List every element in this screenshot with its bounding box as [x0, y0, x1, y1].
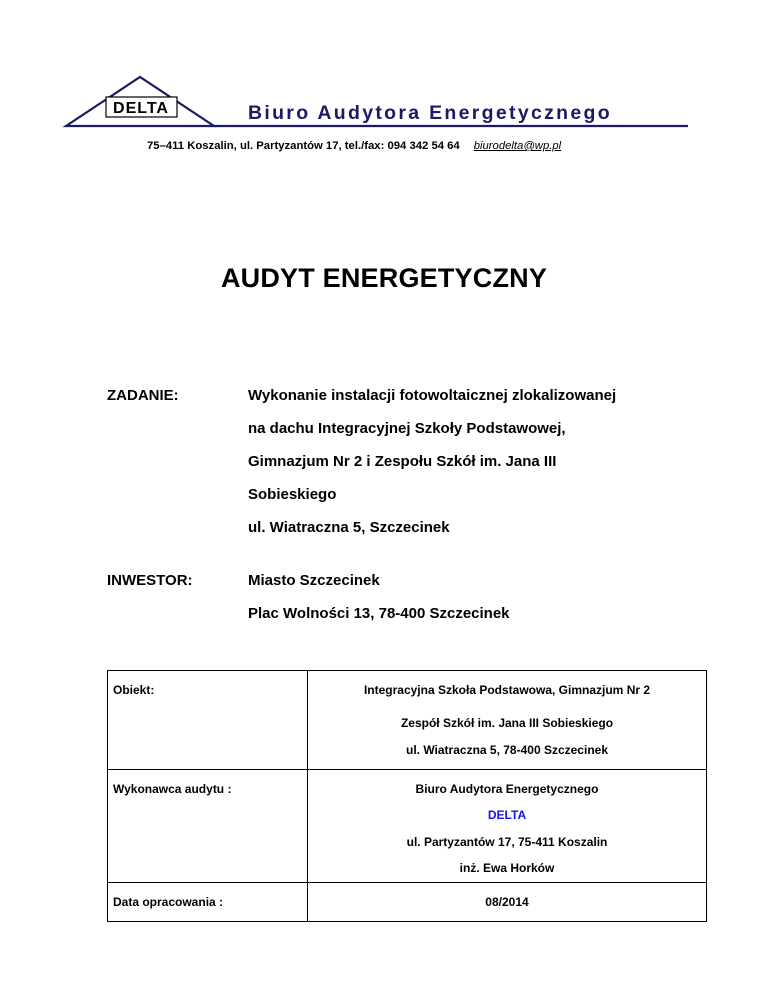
company-address: [147, 140, 561, 152]
zadanie-line: Sobieskiego: [248, 486, 337, 503]
logo-text: DELTA: [113, 100, 169, 117]
data-value: 08/2014: [308, 882, 707, 921]
inwestor-line: Miasto Szczecinek: [248, 572, 380, 589]
page-title: AUDYT ENERGETYCZNY: [220, 263, 548, 293]
wykonawca-company: Biuro Audytora Energetycznego: [415, 782, 599, 796]
zadanie-label: ZADANIE:: [107, 387, 179, 404]
company-name: Biuro Audytora Energetycznego: [248, 102, 612, 124]
obiekt-value: [308, 671, 707, 770]
email-link[interactable]: biurodelta@wp.pl: [473, 140, 562, 152]
zadanie-line: ul. Wiatraczna 5, Szczecinek: [248, 519, 450, 536]
wykonawca-brand: DELTA: [487, 808, 527, 822]
wykonawca-person: inż. Ewa Horków: [459, 861, 555, 875]
obiekt-label: Obiekt:: [108, 671, 308, 770]
obiekt-line: Integracyjna Szkoła Podstawowa, Gimnazjum Nr 2: [363, 683, 651, 697]
info-table: [107, 670, 707, 922]
table-row: [108, 882, 707, 921]
wykonawca-value: [308, 770, 707, 883]
data-label: Data opracowania :: [108, 882, 308, 921]
zadanie-line: Wykonanie instalacji fotowoltaicznej zlokalizowanej: [248, 387, 617, 404]
inwestor-line: Plac Wolności 13, 78-400 Szczecinek: [248, 605, 510, 622]
zadanie-line: Gimnazjum Nr 2 i Zespołu Szkół im. Jana III: [248, 453, 557, 470]
table-row: [108, 671, 707, 770]
wykonawca-label: Wykonawca audytu :: [108, 770, 308, 883]
table-row: [108, 770, 707, 883]
address-text: 75–411 Koszalin, ul. Partyzantów 17, tel./fax: 094 342 54 64: [147, 140, 460, 152]
wykonawca-address: ul. Partyzantów 17, 75-411 Koszalin: [406, 834, 608, 849]
obiekt-line: Zespół Szkół im. Jana III Sobieskiego: [400, 716, 614, 730]
zadanie-line: na dachu Integracyjnej Szkoły Podstawowej,: [248, 420, 566, 437]
inwestor-label: INWESTOR:: [107, 572, 193, 589]
obiekt-line: ul. Wiatraczna 5, 78-400 Szczecinek: [406, 742, 608, 757]
